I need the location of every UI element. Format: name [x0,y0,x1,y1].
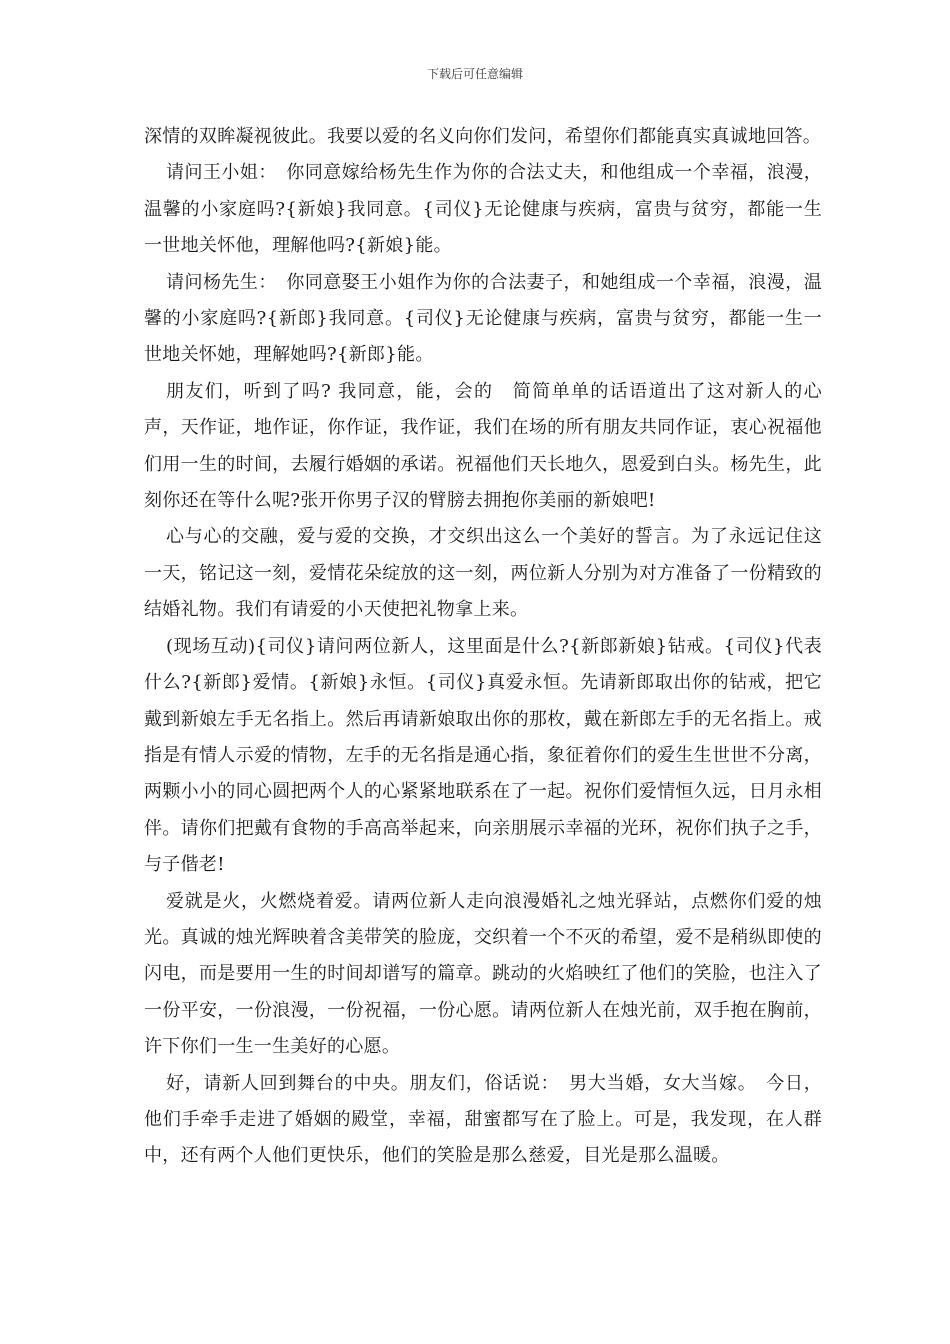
paragraph: 请问王小姐： 你同意嫁给杨先生作为你的合法丈夫，和他组成一个幸福，浪漫，温馨的小家庭吗?{新娘}我同意。{司仪}无论健康与疾病，富贵与贫穷，都能一生一世地关怀他，理解他吗?{新娘}能。 [144,162,822,257]
paragraph: 朋友们，听到了吗? 我同意，能，会的 简简单单的话语道出了这对新人的心声，天作证，地作证，你作证，我作证，我们在场的所有朋友共同作证，衷心祝福他们用一生的时间，去履行婚姻的承诺。祝福他们天长地久，恩爱到白头。杨先生，此刻你还在等什么呢?张开你男子汉的臂膀去拥抱你美丽的新娘吧! [144,380,822,512]
document-body [144,119,822,1175]
paragraph: 请问杨先生： 你同意娶王小姐作为你的合法妻子，和她组成一个幸福，浪漫，温馨的小家庭吗?{新郎}我同意。{司仪}无论健康与疾病，富贵与贫穷，都能一生一世地关怀她，理解她吗?{新郎}能。 [144,271,822,366]
paragraph: 深情的双眸凝视彼此。我要以爱的名义向你们发问，希望你们都能真实真诚地回答。 [144,126,822,147]
paragraph: 好，请新人回到舞台的中央。朋友们，俗话说： 男大当婚，女大当嫁。 今日，他们手牵手走进了婚姻的殿堂，幸福，甜蜜都写在了脸上。可是，我发现，在人群中，还有两个人他们更快乐，他们的笑脸是那么慈爱，目光是那么温暖。 [144,1072,822,1167]
paragraph: 心与心的交融，爱与爱的交换，才交织出这么一个美好的誓言。为了永远记住这一天，铭记这一刻，爱情花朵绽放的这一刻，两位新人分别为对方准备了一份精致的结婚礼物。我们有请爱的小天使把礼物拿上来。 [144,526,822,621]
paragraph: (现场互动){司仪}请问两位新人，这里面是什么?{新郎新娘}钻戒。{司仪}代表什么?{新郎}爱情。{新娘}永恒。{司仪}真爱永恒。先请新郎取出你的钻戒，把它戴到新娘左手无名指上。然后再请新娘取出你的那枚，戴在新郎左手的无名指上。戒指是有情人示爱的情物，左手的无名指是通心指，象征着你们的爱生生世世不分离，两颗小小的同心圆把两个人的心紧紧地联系在了一起。祝你们爱情恒久远，日月永相伴。请你们把戴有食物的手高高举起来，向亲朋展示幸福的光环，祝你们执子之手，与子偕老! [144,635,822,876]
paragraph: 爱就是火，火燃烧着爱。请两位新人走向浪漫婚礼之烛光驿站，点燃你们爱的烛光。真诚的烛光辉映着含美带笑的脸庞，交织着一个不灭的希望，爱不是稍纵即使的闪电，而是要用一生的时间却谱写的篇章。跳动的火焰映红了他们的笑脸，也注入了一份平安，一份浪漫，一份祝福，一份心愿。请两位新人在烛光前，双手抱在胸前，许下你们一生一生美好的心愿。 [144,890,822,1058]
page-header: 下载后可任意编辑 [426,67,523,81]
